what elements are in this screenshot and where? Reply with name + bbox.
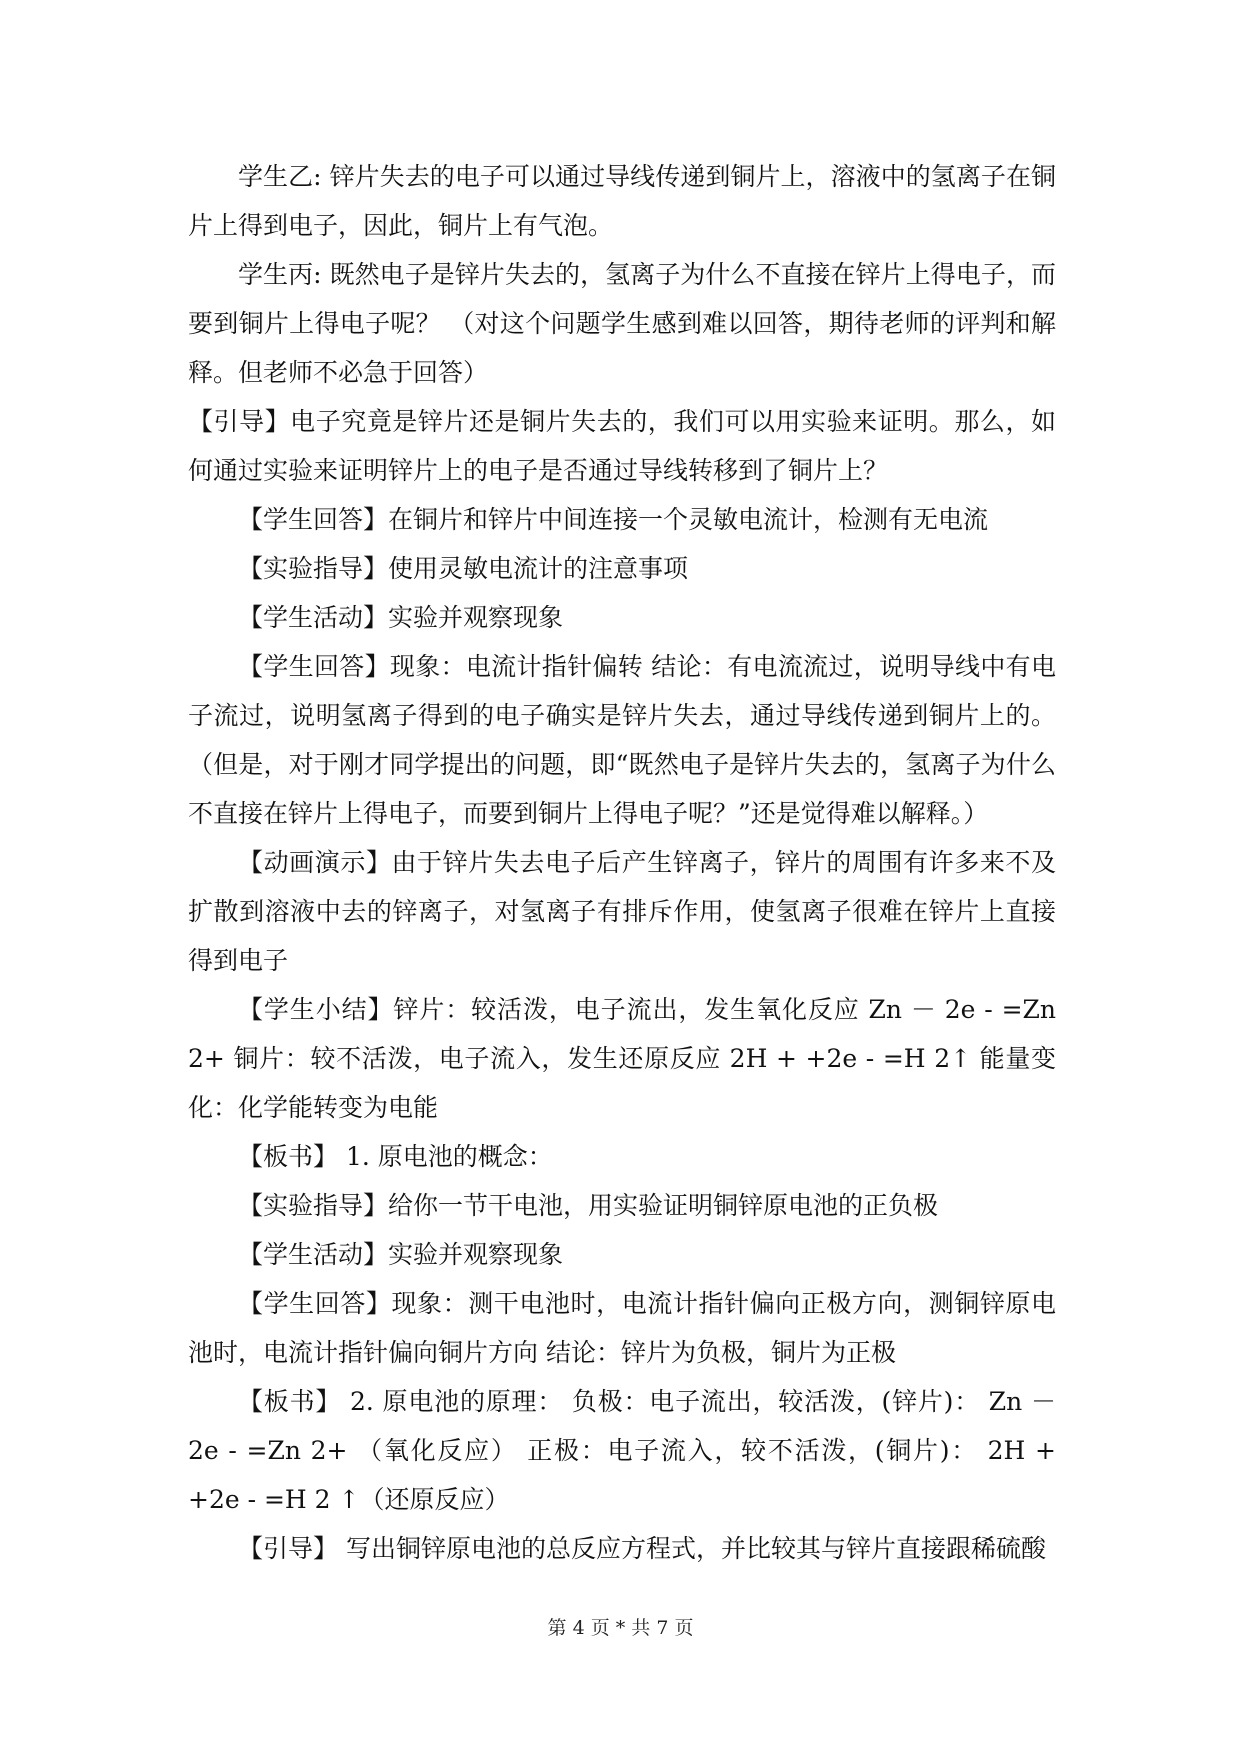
page-footer: 第 4 页 * 共 7 页 bbox=[547, 1617, 694, 1639]
paragraph-5: 【实验指导】使用灵敏电流计的注意事项 bbox=[238, 554, 689, 583]
paragraph-3: 【引导】电子究竟是锌片还是铜片失去的，我们可以用实验来证明。那么，如何通过实验来证明锌片上的电子是否通过导线转移到了铜片上？ bbox=[188, 407, 1056, 485]
paragraph-10: 【板书】 1. 原电池的概念： bbox=[238, 1142, 553, 1171]
paragraph-7: 【学生回答】现象：电流计指针偏转 结论：有电流流过，说明导线中有电子流过，说明氢离子得到的电子确实是锌片失去，通过导线传递到铜片上的。（但是，对于刚才同学提出的问题，即“既然电子是锌片失去的，氢离子为什么不直接在锌片上得电子，而要到铜片上得电子呢？”还是觉得难以解释。） bbox=[188, 652, 1056, 828]
paragraph-4: 【学生回答】在铜片和锌片中间连接一个灵敏电流计，检测有无电流 bbox=[238, 505, 989, 534]
document-body bbox=[188, 152, 1056, 1573]
paragraph-1: 学生乙: 锌片失去的电子可以通过导线传递到铜片上，溶液中的氢离子在铜片上得到电子，因此，铜片上有气泡。 bbox=[188, 162, 1056, 240]
paragraph-6: 【学生活动】实验并观察现象 bbox=[238, 603, 564, 632]
paragraph-14: 【板书】 2. 原电池的原理： 负极：电子流出，较活泼，(锌片)： Zn － 2e - =Zn 2+ （氧化反应） 正极：电子流入，较不活泼，(铜片)： 2H + +2e - =H 2 ↑（还原反应） bbox=[188, 1387, 1056, 1514]
paragraph-15: 【引导】 写出铜锌原电池的总反应方程式，并比较其与锌片直接跟稀硫酸 bbox=[238, 1534, 1046, 1563]
paragraph-9: 【学生小结】锌片：较活泼，电子流出，发生氧化反应 Zn － 2e - =Zn 2+ 铜片：较不活泼，电子流入，发生还原反应 2H + +2e - =H 2↑ 能量变化：化学能转变为电能 bbox=[188, 995, 1057, 1122]
paragraph-2: 学生丙: 既然电子是锌片失去的，氢离子为什么不直接在锌片上得电子，而要到铜片上得电子呢？ （对这个问题学生感到难以回答，期待老师的评判和解释。但老师不必急于回答） bbox=[188, 260, 1056, 387]
paragraph-12: 【学生活动】实验并观察现象 bbox=[238, 1240, 564, 1269]
paragraph-13: 【学生回答】现象：测干电池时，电流计指针偏向正极方向，测铜锌原电池时，电流计指针偏向铜片方向 结论：锌片为负极，铜片为正极 bbox=[188, 1289, 1056, 1367]
paragraph-11: 【实验指导】给你一节干电池，用实验证明铜锌原电池的正负极 bbox=[238, 1191, 939, 1220]
paragraph-8: 【动画演示】由于锌片失去电子后产生锌离子，锌片的周围有许多来不及扩散到溶液中去的锌离子，对氢离子有排斥作用，使氢离子很难在锌片上直接得到电子 bbox=[188, 848, 1056, 975]
